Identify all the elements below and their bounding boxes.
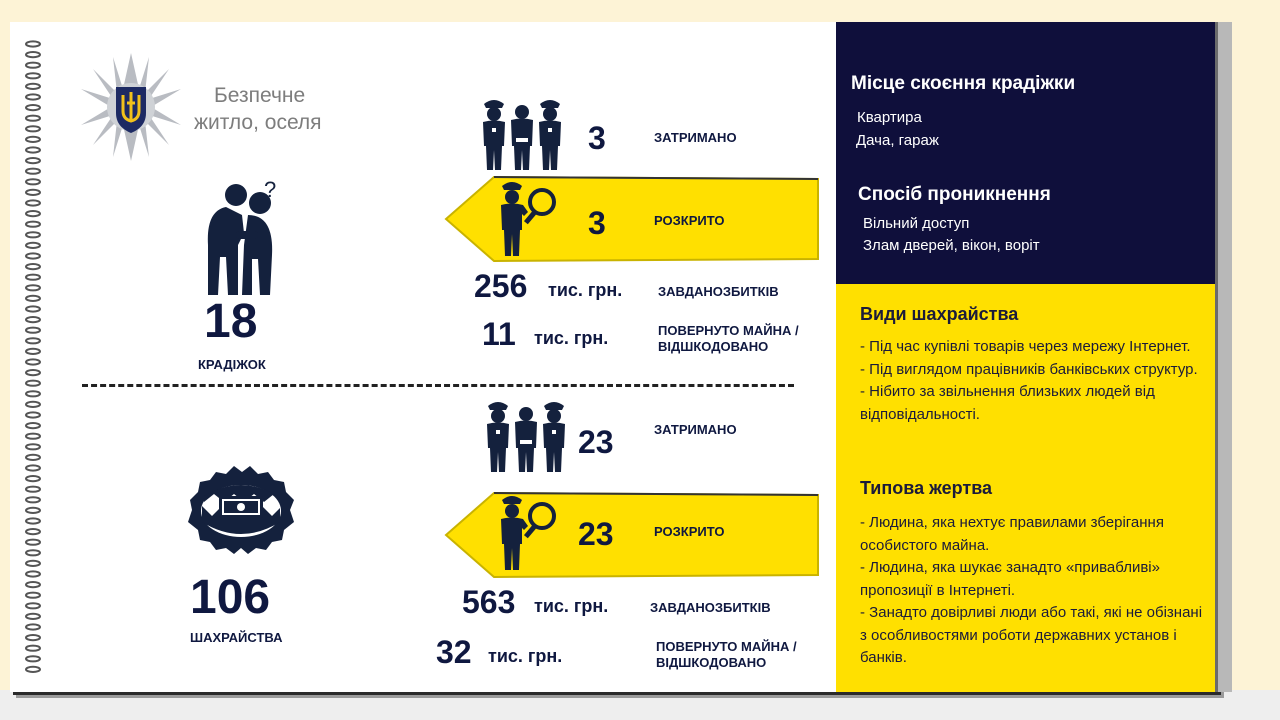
fraud-label: ШАХРАЙСТВА [190,630,283,645]
police-officers-icon [482,400,570,474]
fraud-detained-label: ЗАТРИМАНО [654,422,737,437]
page-stack-edge [1215,22,1232,692]
fraud-damage-unit: тис. грн. [534,596,609,616]
theft-damage-unit: тис. грн. [548,280,623,300]
place-item: Дача, гараж [856,132,939,149]
place-item: Квартира [857,109,922,126]
theft-returned-unit: тис. грн. [534,328,609,348]
fraud-returned-label-line2: ВІДШКОДОВАНО [656,655,767,670]
fraud-damage-label: ЗАВДАНОЗБИТКІВ [650,600,771,615]
fraud-damage-value: 563 [462,584,516,620]
detective-magnifier-icon [496,492,562,572]
fraud-returned-value: 32 [436,634,472,670]
theft-detained-value: 3 [588,120,606,156]
victim-heading: Типова жертва [860,478,993,498]
fraud-types-heading: Види шахрайства [860,304,1019,324]
fraud-returned-label-line1: ПОВЕРНУТО МАЙНА / [656,639,797,654]
police-officers-icon [478,98,566,172]
detective-magnifier-icon [496,178,562,258]
section-divider [82,384,794,387]
place-heading: Місце скоєння крадіжки [851,73,1076,94]
theft-solved-value: 3 [588,205,606,241]
svg-text:?: ? [264,177,277,202]
background-floor [0,690,1280,720]
method-item: Злам дверей, вікон, воріт [863,237,1040,254]
page-title-line1: Безпечне [214,84,306,107]
money-trap-icon [186,466,296,556]
fraud-solved-value: 23 [578,516,614,552]
victim-text: - Людина, яка нехтує правилами зберігання особистого майна. - Людина, яка шукає занадто «привабливі» пропозиції в Інтернеті. - Занадто довірливі люди або такі, які не обізнані з особливостями роботи державних установ і банків. [860,514,1203,666]
theft-solved-label: РОЗКРИТО [654,213,725,228]
theft-damage-label: ЗАВДАНОЗБИТКІВ [658,284,779,299]
theft-returned-label-line1: ПОВЕРНУТО МАЙНА / [658,323,799,338]
fraud-detained-value: 23 [578,424,614,460]
fraud-solved-label: РОЗКРИТО [654,524,725,539]
fraud-count: 106 [190,571,271,624]
spiral-binding [24,40,42,680]
method-item: Вільний доступ [863,215,970,232]
method-heading: Спосіб проникнення [858,184,1051,205]
theft-returned-label-line2: ВІДШКОДОВАНО [658,339,769,354]
theft-label: КРАДІЖОК [198,357,266,372]
thieves-icon [196,175,288,300]
page-title-line2: житло, оселя [194,111,322,134]
theft-count: 18 [204,295,258,348]
theft-detained-label: ЗАТРИМАНО [654,130,737,145]
police-star-icon [76,52,186,162]
theft-returned-value: 11 [482,316,516,352]
fraud-returned-unit: тис. грн. [488,646,563,666]
theft-damage-value: 256 [474,268,528,304]
fraud-types-text: - Під час купівлі товарів через мережу Інтернет. - Під виглядом працівників банківських структур. - Нібито за звільнення близьких людей від відповідальності. [860,338,1198,423]
